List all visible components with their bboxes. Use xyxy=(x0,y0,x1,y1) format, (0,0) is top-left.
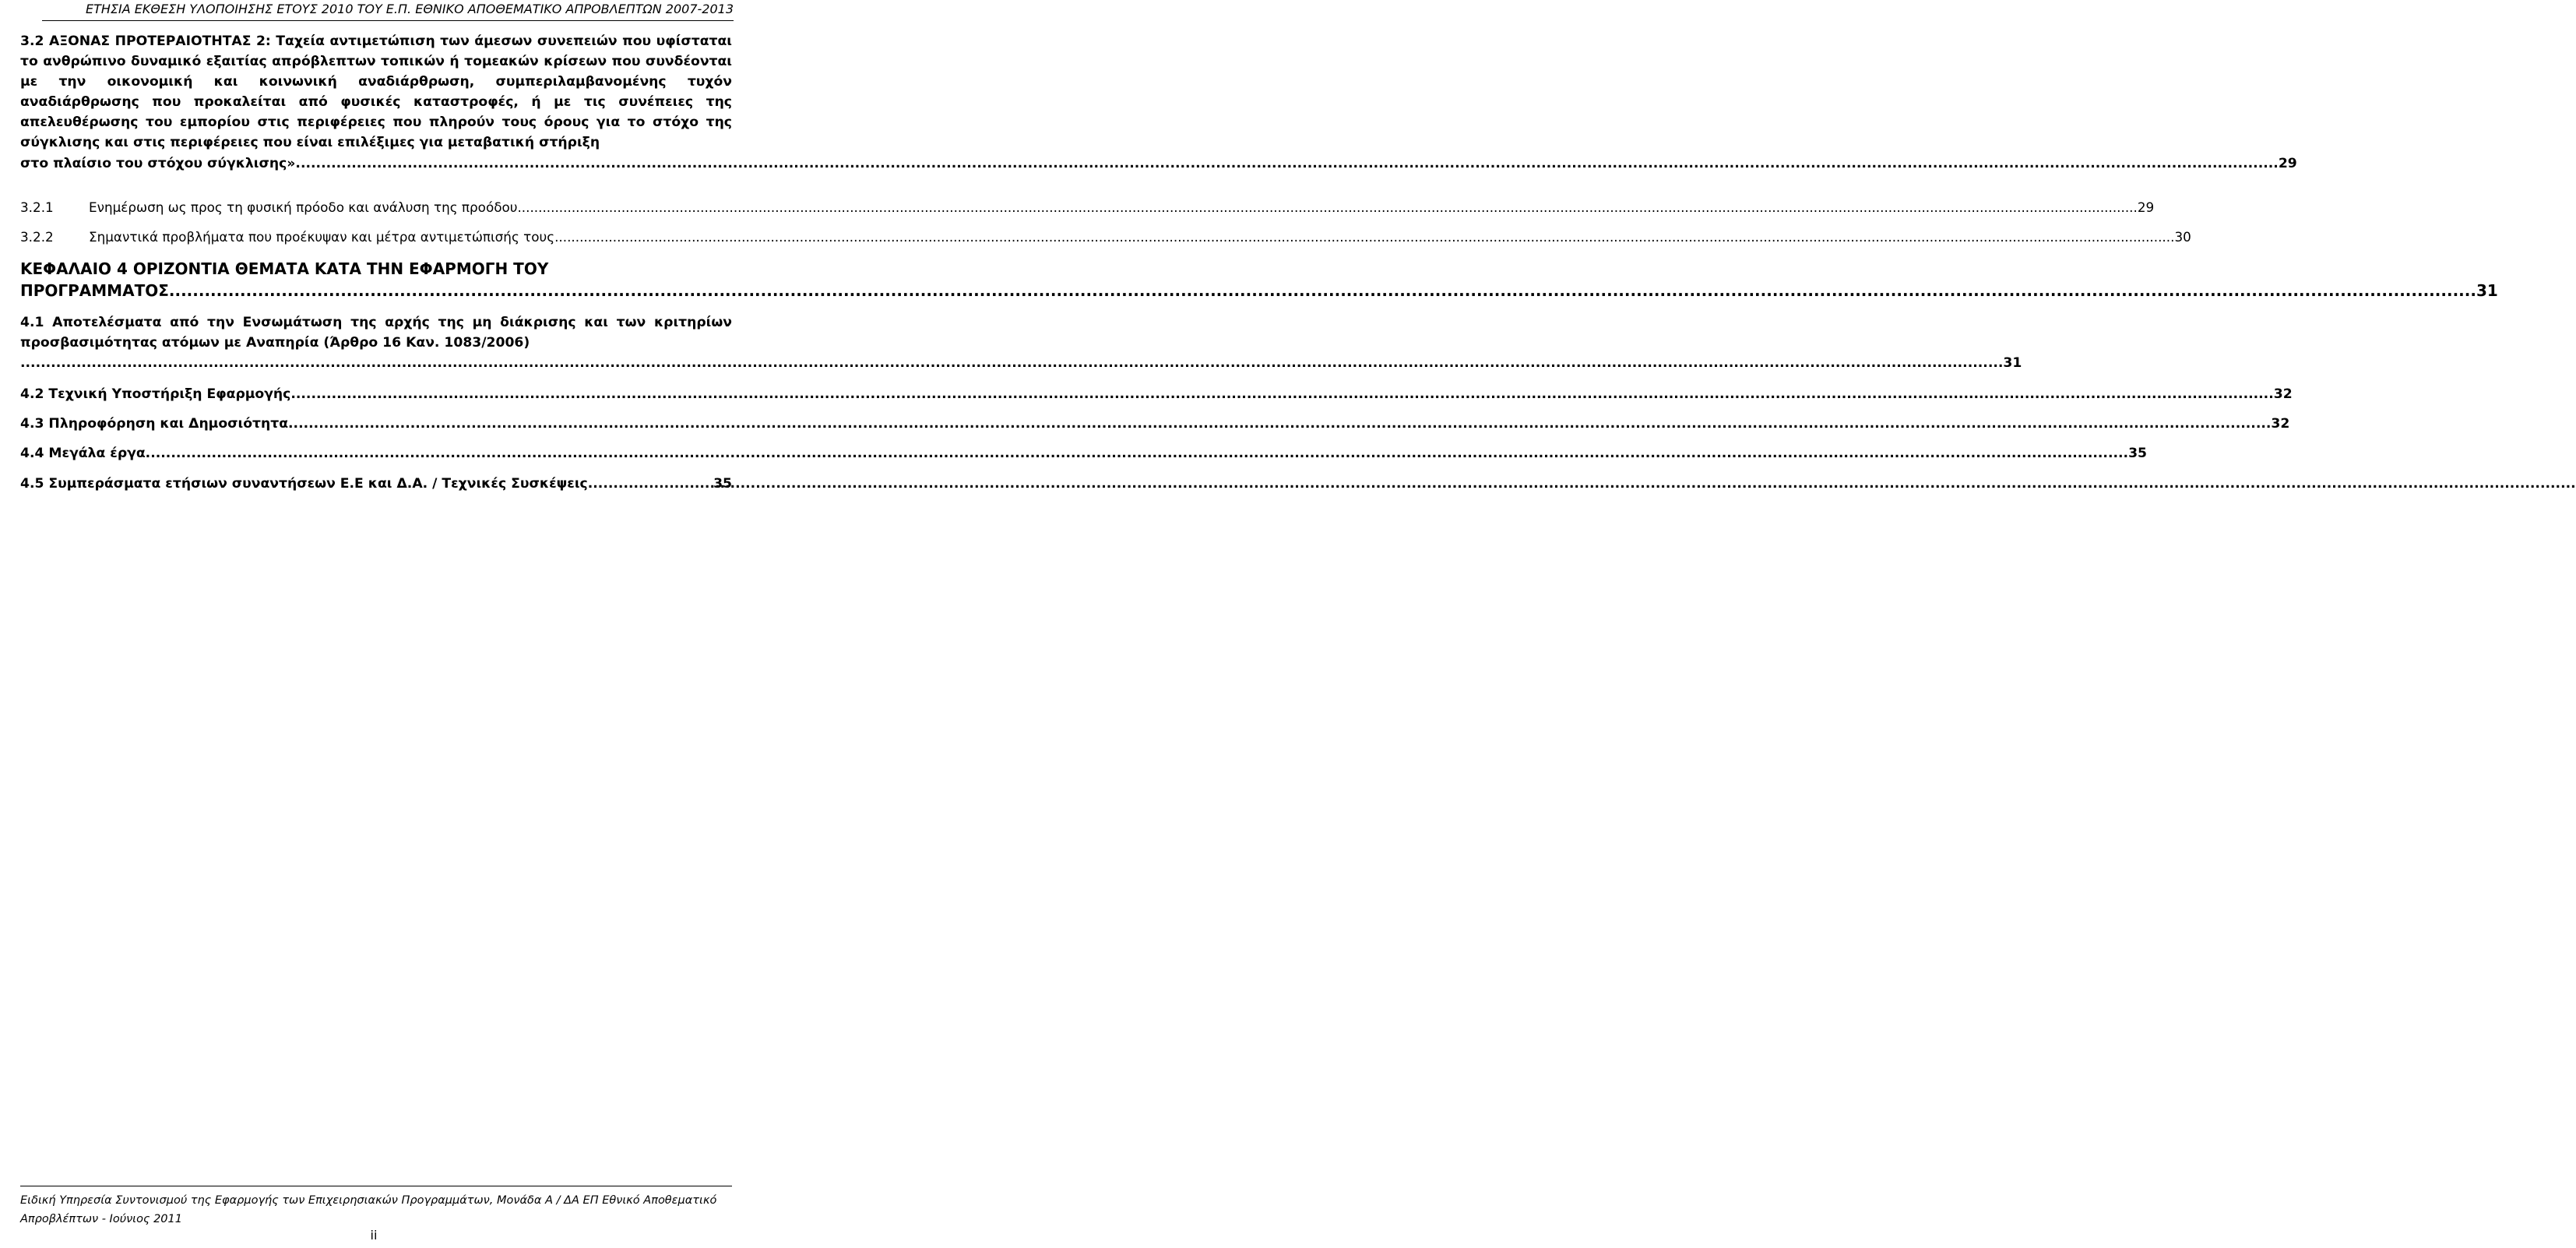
toc-entry-3-2-1-page: 29 xyxy=(2137,199,2155,215)
toc-entry-4-1-text: 4.1 Αποτελέσματα από την Ενσωμάτωση της αρχής της μη διάκρισης και των κριτηρίων προσβασιμότητας ατόμων με Αναπηρία (Άρθρο 16 Καν. 1083/2006) xyxy=(20,315,732,351)
toc-entry-3-2-2-text: Σημαντικά προβλήματα που προέκυψαν και μέτρα αντιμετώπισής τους xyxy=(89,229,555,245)
dot-leader xyxy=(169,280,2476,301)
page-number: ii xyxy=(370,1228,378,1243)
toc-entry-4-1-leader xyxy=(20,353,2022,373)
dot-leader xyxy=(146,443,2128,464)
toc-entry-3-2-text: 3.2 ΑΞΟΝΑΣ ΠΡΟΤΕΡΑΙΟΤΗΤΑΣ 2: Ταχεία αντιμετώπιση των άμεσων συνεπειών που υφίσταται το ανθρώπινο δυναμικό εξαιτίας απρόβλεπτων τοπικών ή τομεακών κρίσεων που συνδέονται με την οικονομική και κοινωνική αναδιάρθρωση, συμπεριλαμβανομένης τυχόν αναδιάρθρωσης που προκαλείται από φυσικές καταστροφές, ή με τις συνέπειες της απελευθέρωσης του εμπορίου στις περιφέρειες που πληρούν τους όρους για το στόχο της σύγκλισης και στις περιφέρειες που είναι επιλέξιμες για μεταβατική στήριξη xyxy=(20,33,732,151)
toc-entry-3-2-2[interactable] xyxy=(20,228,2191,245)
toc-entry-3-2-2-page: 30 xyxy=(2174,229,2191,245)
toc-entry-4-5[interactable] xyxy=(20,474,732,494)
dot-leader xyxy=(554,228,2174,245)
toc-entry-4-2-text: 4.2 Τεχνική Υποστήριξη Εφαρμογής xyxy=(20,386,291,403)
toc-entry-3-2-1[interactable] xyxy=(20,199,2155,216)
toc-chapter-4[interactable] xyxy=(20,258,2498,301)
toc-entry-4-4-page: 35 xyxy=(2128,446,2147,462)
toc-entry-4-2-page: 32 xyxy=(2273,386,2293,403)
toc-entry-4-1-page: 31 xyxy=(2003,355,2022,372)
toc-entry-4-5-text: 4.5 Συμπεράσματα ετήσιων συναντήσεων Ε.Ε και Δ.Α. / Τεχνικές Συσκέψεις. xyxy=(20,475,593,492)
page-header: ΕΤΗΣΙΑ ΕΚΘΕΣΗ ΥΛΟΠΟΙΗΣΗΣ ΕΤΟΥΣ 2010 ΤΟΥ Ε.Π. ΕΘΝΙΚΟ ΑΠΟΘΕΜΑΤΙΚΟ ΑΠΡΟΒΛΕΠΤΩΝ 2007-2013 xyxy=(42,0,734,21)
toc-chapter-4-leader xyxy=(20,280,2498,301)
page-footer: Ειδική Υπηρεσία Συντονισμού της Εφαρμογής των Επιχειρησιακών Προγραμμάτων, Μονάδα Α / ΔΑ ΕΠ Εθνικό Αποθεματικό Απροβλέπτων - Ιούνιος 2011 xyxy=(20,1186,732,1229)
toc-entry-4-1[interactable] xyxy=(20,312,2022,373)
toc-entry-3-2[interactable] xyxy=(20,31,2297,194)
dot-leader xyxy=(517,199,2137,216)
dot-leader xyxy=(20,353,2003,373)
dot-leader xyxy=(295,153,2278,174)
toc-entry-3-2-leader xyxy=(20,153,2297,174)
dot-leader xyxy=(288,414,2271,434)
table-of-contents xyxy=(20,31,2498,494)
toc-entry-3-2-page: 29 xyxy=(2278,155,2297,171)
toc-entry-3-2-last-line: στο πλαίσιο του στόχου σύγκλισης» xyxy=(20,155,296,171)
toc-entry-3-2-1-number: 3.2.1 xyxy=(20,199,54,215)
toc-entry-4-2[interactable] xyxy=(20,384,2293,404)
toc-entry-4-4-text: 4.4 Μεγάλα έργα xyxy=(20,446,146,462)
toc-chapter-4-text: ΚΕΦΑΛΑΙΟ 4 ΟΡΙΖΟΝΤΙΑ ΘΕΜΑΤΑ ΚΑΤΑ ΤΗΝ ΕΦΑΡΜΟΓΗ ΤΟΥ xyxy=(20,259,549,278)
toc-entry-4-4[interactable] xyxy=(20,443,2147,464)
toc-entry-4-5-page: 35 xyxy=(713,475,732,492)
toc-entry-4-3-page: 32 xyxy=(2271,416,2290,432)
toc-entry-3-2-1-text: Ενημέρωση ως προς τη φυσική πρόοδο και ανάλυση της προόδου xyxy=(89,199,518,215)
toc-chapter-4-page: 31 xyxy=(2476,281,2498,300)
dot-leader xyxy=(290,384,2273,404)
toc-entry-4-3-text: 4.3 Πληροφόρηση και Δημοσιότητα xyxy=(20,416,289,432)
toc-chapter-4-last-line: ΠΡΟΓΡΑΜΜΑΤΟΣ xyxy=(20,281,169,300)
toc-entry-3-2-1-leader xyxy=(89,199,2154,216)
toc-entry-3-2-2-number: 3.2.2 xyxy=(20,229,54,245)
toc-entry-3-2-2-leader xyxy=(89,228,2191,245)
dot-leader xyxy=(593,474,713,494)
toc-entry-4-3[interactable] xyxy=(20,414,2290,434)
